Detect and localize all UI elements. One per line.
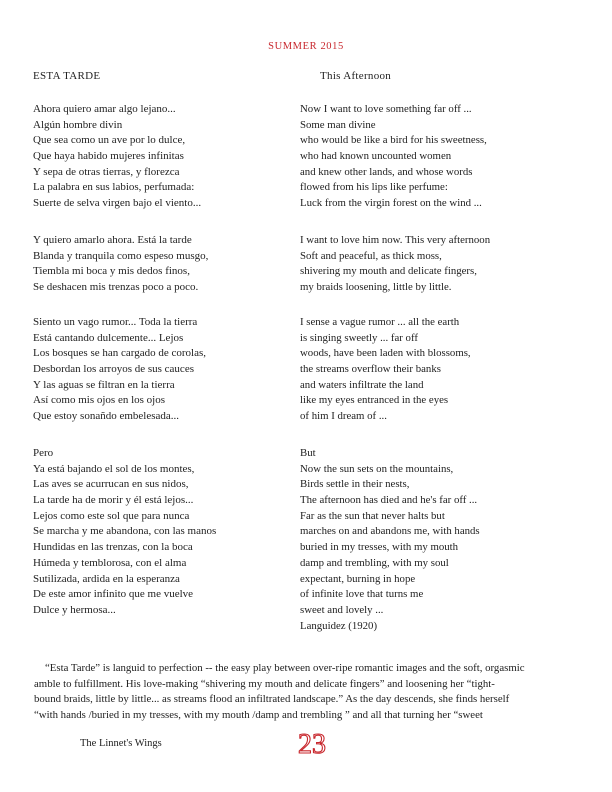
poem-line: Los bosques se han cargado de corolas, — [33, 347, 206, 360]
poem-line: Así como mis ojos en los ojos — [33, 394, 166, 407]
poem-line: who had known uncounted women — [300, 150, 452, 163]
commentary-line: amble to fulfillment. His love-making “shivering my mouth and delicate fingers” and loosening her “tight- — [34, 677, 495, 690]
poem-line: Desbordan los arroyos de sus cauces — [33, 363, 194, 376]
poem-line: Soft and peaceful, as thick moss, — [300, 249, 442, 262]
poem-line: the streams overflow their banks — [300, 363, 441, 376]
spanish-stanza — [33, 102, 201, 212]
poem-line: Húmeda y temblorosa, con el alma — [33, 556, 187, 569]
poem-line: Ahora quiero amar algo lejano... — [33, 103, 176, 115]
poem-line: Dulce y hermosa... — [33, 603, 116, 616]
poem-line: Some man divine — [300, 118, 376, 131]
poem-source: Languidez (1920) — [300, 619, 378, 632]
poem-line: marches on and abandons me, with hands — [300, 525, 480, 538]
poem-line: Birds settle in their nests, — [300, 478, 410, 491]
poem-line: sweet and lovely ... — [300, 603, 384, 616]
commentary-line: “with hands /buried in my tresses, with my mouth /damp and trembling ” and all that turning her “sweet — [34, 708, 483, 721]
poem-line: my braids loosening, little by little. — [300, 281, 452, 294]
poem-line: Sutilizada, ardida en la esperanza — [33, 572, 180, 585]
english-stanza — [300, 446, 480, 634]
poem-line: flowed from his lips like perfume: — [300, 181, 448, 194]
poem-line: of him I dream of ... — [300, 410, 387, 423]
poem-line: Ya está bajando el sol de los montes, — [33, 462, 195, 475]
poem-line: La palabra en sus labios, perfumada: — [33, 181, 195, 194]
poem-line: expectant, burning in hope — [300, 572, 416, 585]
poem-line: Now the sun sets on the mountains, — [300, 462, 454, 475]
english-title: This Afternoon — [320, 70, 392, 82]
poem-line: and knew other lands, and whose words — [300, 165, 473, 178]
poem-line: and waters infiltrate the land — [300, 378, 424, 391]
poem-line: buried in my tresses, with my mouth — [300, 541, 459, 554]
spanish-stanza — [33, 446, 216, 619]
poem-line: Y quiero amarlo ahora. Está la tarde — [33, 234, 192, 246]
poem-line: Luck from the virgin forest on the wind ... — [300, 197, 482, 210]
poem-line: like my eyes entranced in the eyes — [300, 394, 449, 407]
poem-line: Está cantando dulcemente... Lejos — [33, 331, 184, 344]
poem-line: Pero — [33, 447, 54, 459]
poem-line: De este amor infinito que me vuelve — [33, 588, 194, 601]
spanish-stanza — [33, 315, 206, 425]
spanish-stanza — [33, 233, 208, 296]
publication-name: The Linnet's Wings — [80, 738, 162, 749]
english-stanza — [300, 102, 487, 212]
commentary-line: bound braids, little by little... as streams flood an infiltrated landscape.” As the day descends, she finds herself — [34, 693, 510, 706]
poem-line: Hundidas en las trenzas, con la boca — [33, 541, 193, 554]
poem-line: Lejos como este sol que para nunca — [33, 509, 190, 522]
poem-line: Far as the sun that never halts but — [300, 509, 445, 522]
poem-line: La tarde ha de morir y él está lejos... — [33, 494, 194, 507]
poem-line: Algún hombre divin — [33, 118, 123, 131]
spanish-title: ESTA TARDE — [33, 70, 101, 82]
poem-line: Y sepa de otras tierras, y florezca — [33, 165, 180, 178]
poem-line: Blanda y tranquila como espeso musgo, — [33, 249, 209, 262]
poem-line: woods, have been laden with blossoms, — [300, 347, 471, 360]
page-number — [290, 728, 334, 758]
poem-line: damp and trembling, with my soul — [300, 556, 449, 569]
poem-line: Se marcha y me abandona, con las manos — [33, 525, 217, 538]
poem-line: Las aves se acurrucan en sus nidos, — [33, 478, 189, 491]
poem-line: But — [300, 447, 316, 459]
english-stanza — [300, 233, 490, 296]
poem-line: I want to love him now. This very afternoon — [300, 234, 491, 246]
poem-line: Now I want to love something far off ... — [300, 103, 472, 115]
poem-line: Tiembla mi boca y mis dedos finos, — [33, 265, 190, 278]
page-number-text: 23 — [298, 729, 326, 758]
poem-line: Suerte de selva virgen bajo el viento... — [33, 197, 202, 210]
poem-line: Se deshacen mis trenzas poco a poco. — [33, 281, 199, 294]
poem-line: is singing sweetly ... far off — [300, 331, 418, 344]
poem-line: I sense a vague rumor ... all the earth — [300, 316, 460, 328]
poem-line: shivering my mouth and delicate fingers, — [300, 265, 477, 278]
poem-line: Que estoy sonañdo embelesada... — [33, 410, 180, 423]
running-header: SUMMER 2015 — [268, 41, 344, 52]
commentary — [34, 661, 582, 723]
poem-line: Y las aguas se filtran en la tierra — [33, 378, 175, 391]
poem-line: The afternoon has died and he's far off ... — [300, 494, 478, 507]
poem-line: who would be like a bird for his sweetness, — [300, 134, 487, 147]
poem-line: Que sea como un ave por lo dulce, — [33, 134, 186, 147]
poem-line: Que haya habido mujeres infinitas — [33, 150, 184, 163]
english-stanza — [300, 315, 471, 425]
commentary-line: “Esta Tarde” is languid to perfection -- the easy play between over-ripe romantic images and the soft, orgasmic — [45, 662, 525, 674]
poem-line: of infinite love that turns me — [300, 588, 424, 601]
poem-line: Siento un vago rumor... Toda la tierra — [33, 316, 198, 328]
